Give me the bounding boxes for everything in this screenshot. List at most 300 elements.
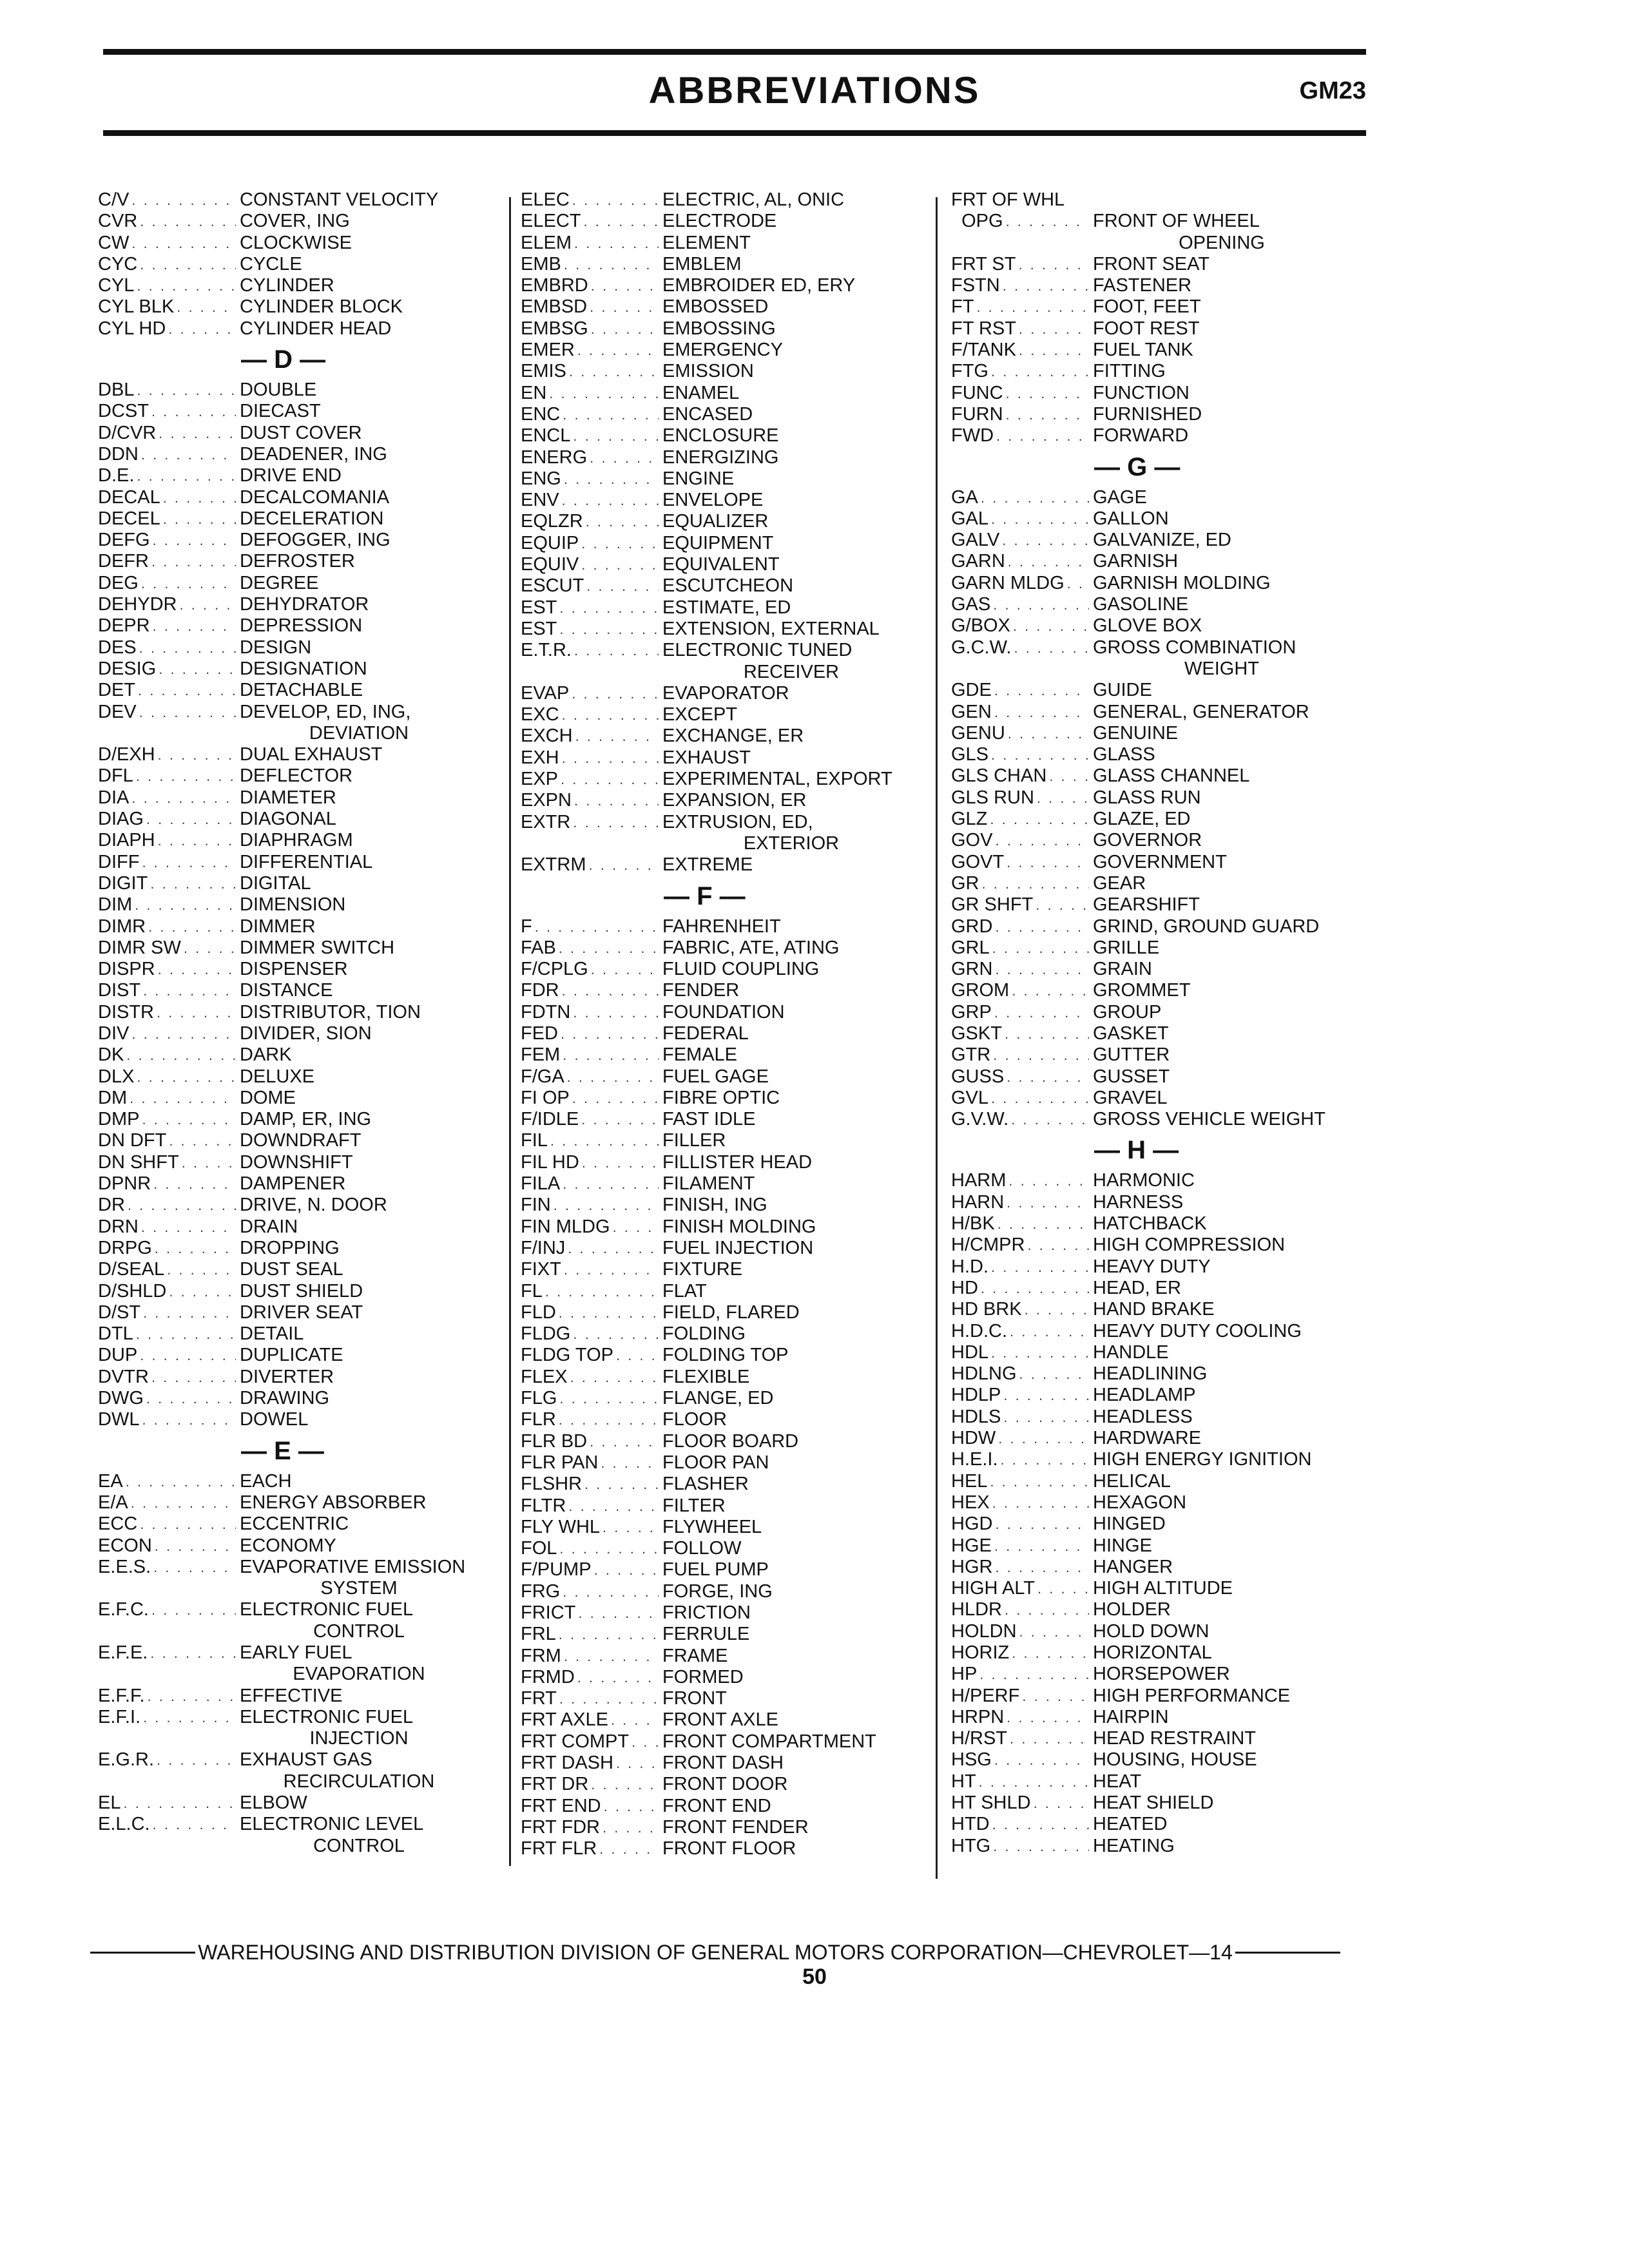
abbreviation-term: FSTN bbox=[951, 275, 1000, 296]
abbreviation-cell bbox=[98, 1642, 240, 1664]
abbreviation-meaning: DUST SEAL bbox=[240, 1259, 343, 1280]
abbreviation-term: GUSS bbox=[951, 1066, 1005, 1087]
abbreviation-entry bbox=[521, 254, 920, 275]
abbreviation-cell bbox=[521, 1323, 662, 1345]
leader-dots bbox=[616, 1345, 659, 1366]
abbreviation-entry bbox=[951, 830, 1364, 851]
abbreviation-meaning: DETAIL bbox=[240, 1323, 304, 1345]
abbreviation-meaning: GAGE bbox=[1093, 486, 1147, 508]
abbreviation-term: FED bbox=[521, 1023, 558, 1044]
abbreviation-meaning: FOLDING TOP bbox=[662, 1345, 789, 1366]
abbreviation-meaning: HIGH PERFORMANCE bbox=[1093, 1685, 1291, 1706]
abbreviation-cell bbox=[951, 340, 1093, 361]
abbreviation-term: GAS bbox=[951, 594, 991, 615]
leader-dots bbox=[990, 809, 1089, 830]
abbreviation-cell bbox=[521, 1602, 662, 1624]
abbreviation-meaning: FRONT END bbox=[662, 1795, 771, 1816]
abbreviation-entry bbox=[98, 1471, 478, 1492]
abbreviation-term: HP bbox=[951, 1664, 978, 1685]
abbreviation-entry bbox=[951, 1385, 1364, 1406]
abbreviation-term: FRMD bbox=[521, 1666, 575, 1687]
abbreviation-entry bbox=[951, 383, 1364, 404]
abbreviation-entry bbox=[98, 1002, 478, 1023]
abbreviation-entry bbox=[951, 1578, 1364, 1599]
abbreviation-term: D/CVR bbox=[98, 422, 157, 443]
abbreviation-term: FLTR bbox=[521, 1495, 566, 1516]
abbreviation-term: OPG bbox=[951, 211, 1003, 232]
abbreviation-term: HTD bbox=[951, 1814, 990, 1835]
abbreviation-cell bbox=[951, 744, 1093, 765]
abbreviation-term: HDLP bbox=[951, 1385, 1001, 1406]
abbreviation-entry bbox=[521, 511, 920, 532]
leader-dots bbox=[157, 1749, 236, 1771]
abbreviation-meaning: DEPRESSION bbox=[240, 615, 363, 637]
leader-dots bbox=[182, 1152, 236, 1173]
abbreviation-cell bbox=[98, 573, 240, 594]
leader-dots bbox=[167, 1259, 236, 1280]
abbreviation-meaning: CONSTANT VELOCITY bbox=[240, 189, 439, 210]
abbreviation-meaning: EQUIVALENT bbox=[662, 554, 780, 575]
abbreviation-meaning: DOUBLE bbox=[240, 380, 317, 401]
abbreviation-entry bbox=[951, 1449, 1364, 1470]
abbreviation-cell bbox=[521, 1281, 662, 1302]
leader-dots bbox=[564, 468, 659, 490]
abbreviation-term: HSG bbox=[951, 1749, 992, 1771]
abbreviation-cell bbox=[951, 894, 1093, 916]
abbreviation-meaning: FENDER bbox=[662, 980, 740, 1001]
abbreviation-meaning: FRONT COMPARTMENT bbox=[662, 1731, 876, 1752]
abbreviation-entry bbox=[98, 380, 478, 401]
abbreviation-cell bbox=[521, 597, 662, 619]
abbreviation-cell bbox=[951, 551, 1093, 572]
abbreviation-meaning: DRAWING bbox=[240, 1388, 330, 1409]
leader-dots bbox=[994, 702, 1089, 723]
abbreviation-cell bbox=[98, 1238, 240, 1259]
leader-dots bbox=[123, 1792, 236, 1814]
abbreviation-term: FRT bbox=[521, 1688, 557, 1709]
abbreviation-term: FRM bbox=[521, 1645, 561, 1666]
abbreviation-cell bbox=[521, 854, 662, 876]
leader-dots bbox=[994, 1002, 1089, 1023]
abbreviation-cell bbox=[98, 894, 240, 916]
abbreviation-meaning: FLASHER bbox=[662, 1474, 749, 1495]
abbreviation-entry bbox=[98, 637, 478, 658]
footer bbox=[90, 1939, 1340, 1965]
abbreviation-entry bbox=[521, 769, 920, 790]
abbreviation-term: ENV bbox=[521, 490, 559, 511]
abbreviation-entry bbox=[98, 254, 478, 275]
abbreviation-meaning: FUEL PUMP bbox=[662, 1559, 769, 1581]
abbreviation-entry bbox=[521, 1002, 920, 1023]
leader-dots bbox=[998, 1428, 1089, 1449]
leader-dots bbox=[577, 340, 659, 361]
abbreviation-term: DDN bbox=[98, 443, 139, 465]
abbreviation-entry bbox=[521, 211, 920, 232]
leader-dots bbox=[574, 790, 659, 811]
abbreviation-term: HLDR bbox=[951, 1599, 1002, 1620]
abbreviation-entry bbox=[951, 894, 1364, 916]
abbreviation-entry bbox=[521, 1409, 920, 1430]
abbreviation-meaning: FUEL INJECTION bbox=[662, 1237, 814, 1258]
abbreviation-entry bbox=[521, 404, 920, 425]
abbreviation-cell bbox=[98, 637, 240, 658]
abbreviation-meaning: GUIDE bbox=[1093, 680, 1152, 701]
abbreviation-term: FRT FLR bbox=[521, 1838, 597, 1860]
leader-dots bbox=[1008, 551, 1089, 572]
abbreviation-meaning: CYLINDER bbox=[240, 275, 334, 296]
abbreviation-entry bbox=[951, 1002, 1364, 1023]
leader-dots bbox=[559, 1624, 659, 1645]
abbreviation-term: FRT DR bbox=[521, 1774, 589, 1795]
abbreviation-meaning: EXTRUSION, ED, bbox=[662, 811, 813, 832]
abbreviation-entry bbox=[98, 702, 478, 723]
abbreviation-cell bbox=[98, 980, 240, 1001]
leader-dots bbox=[979, 1771, 1089, 1792]
abbreviation-entry bbox=[521, 640, 920, 661]
page-title: ABBREVIATIONS bbox=[648, 70, 981, 111]
leader-dots bbox=[1003, 1407, 1089, 1428]
abbreviation-entry bbox=[951, 1066, 1364, 1088]
abbreviation-cell bbox=[951, 211, 1093, 232]
leader-dots bbox=[583, 211, 659, 232]
abbreviation-entry bbox=[951, 1299, 1364, 1320]
abbreviation-meaning: HIGH ALTITUDE bbox=[1093, 1578, 1233, 1599]
abbreviation-entry bbox=[951, 318, 1364, 340]
abbreviation-meaning: CYLINDER HEAD bbox=[240, 318, 392, 339]
abbreviation-term: DIMR bbox=[98, 916, 146, 937]
abbreviation-meaning: ELECTRIC, AL, ONIC bbox=[662, 189, 845, 210]
abbreviation-term: F/IDLE bbox=[521, 1109, 579, 1130]
abbreviation-term: GR SHFT bbox=[951, 894, 1034, 916]
abbreviation-entry bbox=[98, 1535, 478, 1557]
abbreviation-term: FRT COMPT bbox=[521, 1731, 630, 1752]
abbreviation-entry bbox=[521, 1495, 920, 1517]
leader-dots bbox=[137, 380, 236, 401]
leader-dots bbox=[159, 658, 236, 680]
abbreviation-meaning: HOUSING, HOUSE bbox=[1093, 1749, 1257, 1771]
abbreviation-entry bbox=[98, 1707, 478, 1728]
abbreviation-term: GALV bbox=[951, 530, 1000, 551]
abbreviation-meaning: FIELD, FLARED bbox=[662, 1302, 800, 1323]
abbreviation-meaning: GLASS CHANNEL bbox=[1093, 765, 1250, 787]
leader-dots bbox=[564, 1259, 659, 1280]
leader-dots bbox=[994, 1749, 1089, 1771]
abbreviation-cell bbox=[521, 1066, 662, 1088]
abbreviation-term: ECON bbox=[98, 1535, 152, 1556]
definition-continuation bbox=[98, 1771, 478, 1792]
abbreviation-cell bbox=[951, 425, 1093, 447]
abbreviation-cell bbox=[951, 702, 1093, 723]
abbreviation-term: EMER bbox=[521, 340, 575, 361]
abbreviation-meaning: ESTIMATE, ED bbox=[662, 597, 791, 618]
abbreviation-column-3 bbox=[951, 189, 1364, 1857]
abbreviation-term: DIGIT bbox=[98, 872, 148, 894]
abbreviation-cell bbox=[521, 1646, 662, 1667]
abbreviation-term: DEFR bbox=[98, 551, 149, 572]
abbreviation-cell bbox=[521, 1774, 662, 1795]
abbreviation-term: EQUIP bbox=[521, 532, 579, 553]
leader-dots bbox=[995, 1557, 1089, 1578]
abbreviation-entry bbox=[951, 1599, 1364, 1620]
abbreviation-meaning: GASOLINE bbox=[1093, 594, 1189, 615]
leader-dots bbox=[1001, 1449, 1089, 1470]
document-code: GM23 bbox=[1299, 77, 1366, 104]
abbreviation-entry bbox=[951, 637, 1364, 658]
abbreviation-entry bbox=[521, 447, 920, 468]
abbreviation-term: GAL bbox=[951, 508, 989, 529]
abbreviation-entry bbox=[521, 916, 920, 937]
leader-dots bbox=[142, 852, 236, 873]
abbreviation-term: D.E. bbox=[98, 465, 135, 486]
leader-dots bbox=[573, 1002, 659, 1023]
leader-dots bbox=[995, 1514, 1089, 1535]
abbreviation-cell bbox=[951, 1088, 1093, 1109]
leader-dots bbox=[991, 1088, 1089, 1109]
leader-dots bbox=[130, 1088, 236, 1109]
abbreviation-term: E.F.E. bbox=[98, 1642, 148, 1663]
abbreviation-entry bbox=[521, 361, 920, 382]
abbreviation-entry bbox=[951, 873, 1364, 894]
abbreviation-entry bbox=[951, 615, 1364, 637]
abbreviation-term: CYL HD bbox=[98, 318, 166, 339]
abbreviation-term: FOL bbox=[521, 1538, 557, 1559]
abbreviation-meaning: GALVANIZE, ED bbox=[1093, 530, 1231, 551]
abbreviation-cell bbox=[98, 1152, 240, 1173]
abbreviation-cell bbox=[521, 1109, 662, 1130]
abbreviation-term: FLG bbox=[521, 1388, 557, 1409]
leader-dots bbox=[143, 1302, 236, 1323]
abbreviation-term: FLSHR bbox=[521, 1474, 583, 1495]
leader-dots bbox=[135, 894, 236, 916]
abbreviation-meaning: FAHRENHEIT bbox=[662, 916, 781, 937]
abbreviation-cell bbox=[951, 508, 1093, 530]
leader-dots bbox=[146, 809, 236, 830]
abbreviation-meaning: DEFROSTER bbox=[240, 551, 355, 572]
abbreviation-entry bbox=[951, 1557, 1364, 1578]
abbreviation-meaning: FLUID COUPLING bbox=[662, 959, 820, 980]
abbreviation-cell bbox=[98, 508, 240, 530]
leader-dots bbox=[1003, 275, 1089, 296]
leader-dots bbox=[1008, 1170, 1089, 1191]
abbreviation-term: FT RST bbox=[951, 318, 1016, 339]
abbreviation-term: GARN MLDG bbox=[951, 572, 1065, 593]
abbreviation-meaning: DESIGNATION bbox=[240, 658, 367, 679]
leader-dots bbox=[995, 830, 1089, 851]
abbreviation-meaning: HORSEPOWER bbox=[1093, 1664, 1230, 1685]
abbreviation-cell bbox=[98, 380, 240, 401]
abbreviation-cell bbox=[951, 787, 1093, 809]
abbreviation-meaning: FERRULE bbox=[662, 1624, 750, 1645]
abbreviation-cell bbox=[98, 959, 240, 980]
abbreviation-meaning: EXPERIMENTAL, EXPORT bbox=[662, 769, 892, 790]
abbreviation-entry bbox=[951, 1642, 1364, 1664]
abbreviation-meaning: FIBRE OPTIC bbox=[662, 1087, 780, 1108]
abbreviation-cell bbox=[951, 1385, 1093, 1406]
abbreviation-cell bbox=[98, 1749, 240, 1771]
abbreviation-meaning: DESIGN bbox=[240, 637, 312, 658]
abbreviation-entry bbox=[521, 1602, 920, 1624]
abbreviation-cell bbox=[951, 1192, 1093, 1213]
abbreviation-term: ELEM bbox=[521, 232, 572, 253]
leader-dots bbox=[131, 1023, 236, 1044]
abbreviation-term: FIL HD bbox=[521, 1151, 579, 1173]
leader-dots bbox=[141, 444, 236, 465]
abbreviation-term: DVTR bbox=[98, 1366, 149, 1387]
leader-dots bbox=[1007, 852, 1089, 873]
abbreviation-meaning: HINGE bbox=[1093, 1535, 1152, 1556]
abbreviation-term: GR bbox=[951, 872, 979, 894]
abbreviation-meaning: FRONT AXLE bbox=[662, 1709, 778, 1731]
leader-dots bbox=[586, 575, 659, 597]
abbreviation-cell bbox=[521, 1259, 662, 1280]
abbreviation-term: EXP bbox=[521, 769, 559, 790]
abbreviation-cell bbox=[521, 790, 662, 811]
abbreviation-term: E.F.C. bbox=[98, 1599, 149, 1620]
leader-dots bbox=[1013, 615, 1089, 637]
leader-dots bbox=[136, 1323, 236, 1345]
leader-dots bbox=[150, 873, 236, 894]
abbreviation-cell bbox=[98, 1130, 240, 1151]
abbreviation-cell bbox=[951, 959, 1093, 980]
abbreviation-entry bbox=[951, 1621, 1364, 1642]
abbreviation-term: FIL bbox=[521, 1130, 548, 1151]
abbreviation-term: E/A bbox=[98, 1492, 128, 1513]
abbreviation-term: FL bbox=[521, 1280, 543, 1302]
abbreviation-cell bbox=[521, 211, 662, 232]
abbreviation-entry bbox=[521, 1195, 920, 1216]
abbreviation-cell bbox=[951, 318, 1093, 340]
leader-dots bbox=[169, 1281, 236, 1302]
abbreviation-meaning: FABRIC, ATE, ATING bbox=[662, 937, 840, 958]
abbreviation-entry bbox=[98, 1749, 478, 1771]
definition-text: WEIGHT bbox=[1184, 658, 1259, 679]
abbreviation-meaning: HEAD, ER bbox=[1093, 1277, 1181, 1298]
abbreviation-cell bbox=[521, 1624, 662, 1645]
abbreviation-meaning: HANDLE bbox=[1093, 1341, 1169, 1363]
abbreviation-term: DMP bbox=[98, 1109, 140, 1130]
abbreviation-entry bbox=[521, 490, 920, 511]
abbreviation-term: DECEL bbox=[98, 508, 160, 529]
abbreviation-term: DLX bbox=[98, 1066, 135, 1087]
abbreviation-term: HDW bbox=[951, 1428, 996, 1449]
abbreviation-term: CYL BLK bbox=[98, 296, 175, 318]
abbreviation-term: EXPN bbox=[521, 790, 572, 811]
abbreviation-entry bbox=[521, 1367, 920, 1388]
abbreviation-entry bbox=[521, 726, 920, 747]
abbreviation-meaning: HANGER bbox=[1093, 1556, 1173, 1577]
abbreviation-term: EMIS bbox=[521, 361, 566, 382]
abbreviation-term: FIXT bbox=[521, 1259, 561, 1280]
abbreviation-entry bbox=[521, 747, 920, 769]
abbreviation-entry bbox=[98, 1023, 478, 1044]
abbreviation-term: EST bbox=[521, 618, 557, 639]
abbreviation-entry bbox=[951, 1686, 1364, 1707]
abbreviation-term: E.F.F. bbox=[98, 1685, 145, 1706]
abbreviation-cell bbox=[98, 1388, 240, 1409]
abbreviation-term: GRD bbox=[951, 916, 993, 937]
leader-dots bbox=[1008, 723, 1089, 744]
abbreviation-entry bbox=[951, 1836, 1364, 1857]
abbreviation-column-2 bbox=[521, 189, 920, 1860]
abbreviation-term: GLS CHAN bbox=[951, 765, 1047, 787]
leader-dots bbox=[153, 615, 236, 637]
abbreviation-cell bbox=[98, 1514, 240, 1535]
abbreviation-cell bbox=[98, 1409, 240, 1430]
abbreviation-meaning: GLASS RUN bbox=[1093, 787, 1201, 808]
leader-dots bbox=[146, 1388, 236, 1409]
abbreviation-entry bbox=[98, 423, 478, 444]
abbreviation-meaning: FURNISHED bbox=[1093, 403, 1202, 425]
leader-dots bbox=[1037, 1578, 1089, 1599]
leader-dots bbox=[535, 916, 659, 937]
leader-dots bbox=[573, 812, 659, 833]
leader-dots bbox=[573, 1323, 659, 1345]
leader-dots bbox=[159, 423, 236, 444]
abbreviation-entry bbox=[521, 1538, 920, 1559]
leader-dots bbox=[994, 680, 1089, 701]
leader-dots bbox=[143, 980, 236, 1001]
abbreviation-term: GENU bbox=[951, 722, 1005, 744]
abbreviation-meaning: GEAR bbox=[1093, 872, 1146, 894]
leader-dots bbox=[151, 1367, 236, 1388]
leader-dots bbox=[1036, 894, 1089, 916]
abbreviation-meaning: GRILLE bbox=[1093, 937, 1160, 958]
leader-dots bbox=[564, 1646, 659, 1667]
leader-dots bbox=[572, 189, 659, 211]
abbreviation-cell bbox=[521, 619, 662, 640]
abbreviation-entry bbox=[98, 1173, 478, 1195]
abbreviation-term: DIAG bbox=[98, 809, 144, 830]
abbreviation-meaning: DIECAST bbox=[240, 401, 321, 422]
abbreviation-meaning: HEATING bbox=[1093, 1835, 1175, 1856]
abbreviation-term: HOLDN bbox=[951, 1620, 1017, 1642]
abbreviation-term: DTL bbox=[98, 1323, 133, 1345]
leader-dots bbox=[137, 1066, 236, 1088]
abbreviation-entry bbox=[951, 1023, 1364, 1044]
abbreviation-entry bbox=[98, 189, 478, 211]
abbreviation-meaning: FORGE, ING bbox=[662, 1581, 773, 1602]
abbreviation-meaning: GALLON bbox=[1093, 508, 1169, 529]
leader-dots bbox=[153, 1814, 236, 1835]
definition-continuation bbox=[521, 833, 920, 854]
abbreviation-entry bbox=[521, 1817, 920, 1838]
abbreviation-term: H.E.I. bbox=[951, 1449, 998, 1470]
abbreviation-entry bbox=[98, 211, 478, 232]
abbreviation-entry bbox=[951, 296, 1364, 318]
leader-dots bbox=[590, 296, 659, 318]
abbreviation-cell bbox=[951, 1044, 1093, 1066]
abbreviation-entry bbox=[951, 937, 1364, 959]
abbreviation-entry bbox=[98, 594, 478, 615]
abbreviation-term: GRP bbox=[951, 1001, 992, 1023]
abbreviation-term: H/BK bbox=[951, 1213, 995, 1235]
abbreviation-term: DIMR SW bbox=[98, 937, 181, 958]
leader-dots bbox=[137, 275, 236, 296]
abbreviation-term: EN bbox=[521, 382, 547, 403]
leader-dots bbox=[151, 1599, 236, 1620]
abbreviation-term: FDR bbox=[521, 980, 559, 1001]
abbreviation-entry bbox=[951, 1664, 1364, 1685]
abbreviation-entry bbox=[951, 1192, 1364, 1213]
abbreviation-term: DN DFT bbox=[98, 1130, 167, 1151]
abbreviation-term: HGD bbox=[951, 1514, 993, 1535]
leader-dots bbox=[131, 1492, 236, 1514]
abbreviation-meaning: EVAPORATIVE EMISSION bbox=[240, 1556, 466, 1577]
abbreviation-meaning: EARLY FUEL bbox=[240, 1642, 352, 1663]
abbreviation-cell bbox=[521, 1796, 662, 1817]
leader-dots bbox=[137, 465, 236, 486]
abbreviation-term: E.E.S. bbox=[98, 1556, 151, 1577]
